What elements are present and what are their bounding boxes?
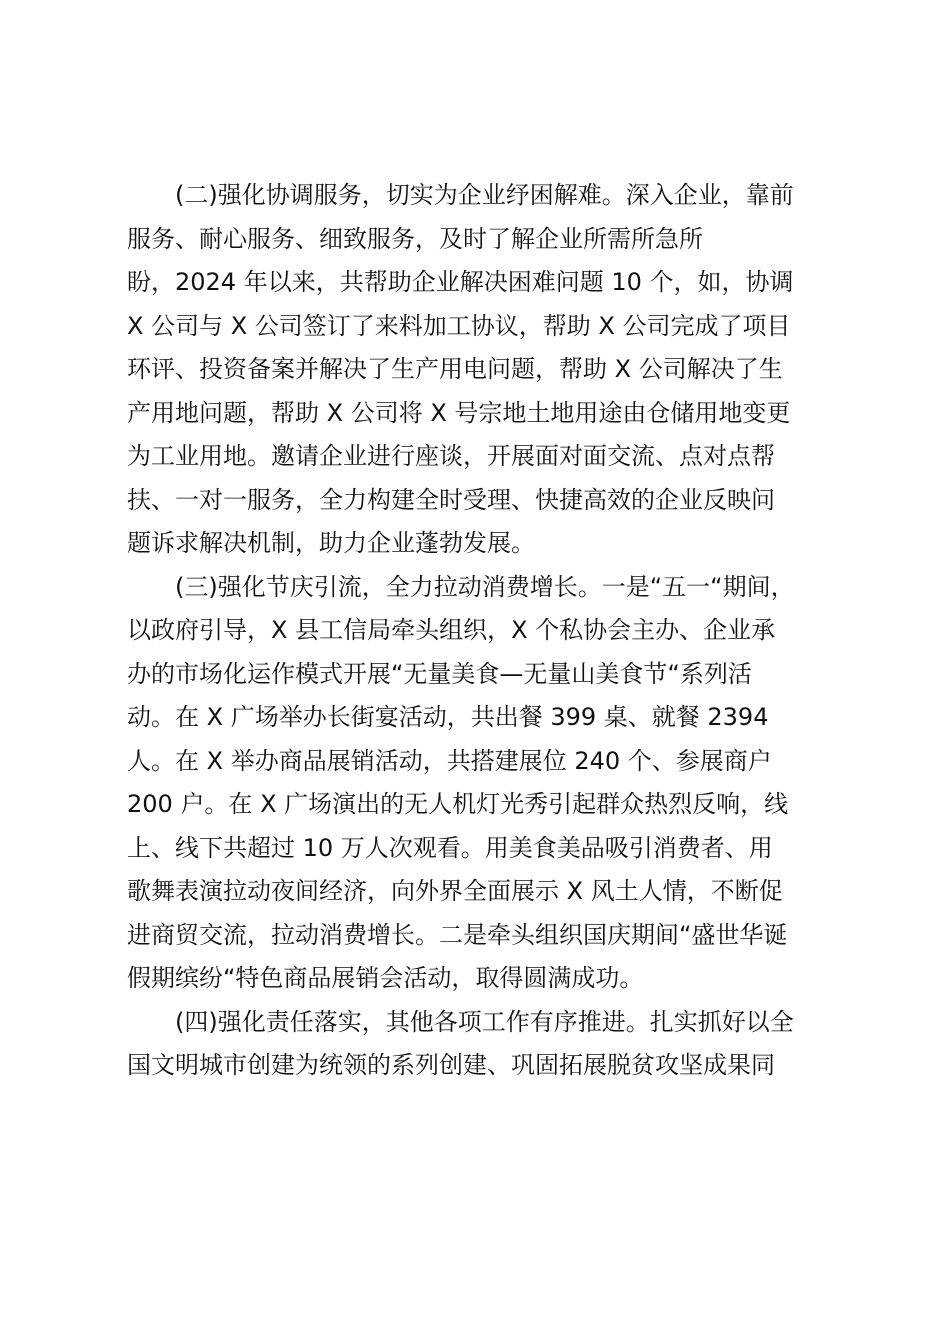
paragraph-2-line-6: 产用地问题，帮助 X 公司将 X 号宗地土地用途由仓储用地变更 — [127, 398, 791, 427]
paragraph-2-line-4: X 公司与 X 公司签订了来料加工协议，帮助 X 公司完成了项目 — [127, 311, 791, 340]
paragraph-3-line-8: 歌舞表演拉动夜间经济，向外界全面展示 X 风土人情，不断促 — [127, 877, 783, 905]
body-text — [127, 174, 837, 1088]
paragraph-3-line-9: 进商贸交流，拉动消费增长。二是牵头组织国庆期间“盛世华诞 — [127, 920, 788, 949]
paragraph-2-line-8: 扶、一对一服务，全力构建全时受理、快捷高效的企业反映问 — [127, 485, 775, 514]
paragraph-2-line-5: 环评、投资备案并解决了生产用电问题，帮助 X 公司解决了生 — [127, 355, 783, 383]
paragraph-3-line-10: 假期缤纷“特色商品展销会活动，取得圆满成功。 — [127, 964, 644, 992]
paragraph-2-line-9: 题诉求解决机制，助力企业蓬勃发展。 — [127, 529, 535, 557]
paragraph-3-line-1: (三)强化节庆引流，全力拉动消费增长。一是“五一“期间， — [175, 572, 795, 601]
paragraph-2-line-3: 盼，2024 年以来，共帮助企业解决困难问题 10 个，如，协调 — [127, 268, 794, 296]
paragraph-3-line-7: 上、线下共超过 10 万人次观看。用美食美品吸引消费者、用 — [127, 833, 773, 862]
paragraph-2-line-2: 服务、耐心服务、细致服务，及时了解企业所需所急所 — [127, 224, 703, 253]
paragraph-4-line-2: 国文明城市创建为统领的系列创建、巩固拓展脱贫攻坚成果同 — [127, 1051, 775, 1079]
paragraph-3-line-5: 人。在 X 举办商品展销活动，共搭建展位 240 个、参展商户 — [127, 746, 772, 775]
paragraph-3-line-3: 办的市场化运作模式开展“无量美食—无量山美食节“系列活 — [127, 659, 752, 688]
paragraph-3-line-2: 以政府引导，X 县工信局牵头组织，X 个私协会主办、企业承 — [127, 616, 776, 644]
paragraph-2-line-1: (二)强化协调服务，切实为企业纾困解难。深入企业，靠前 — [175, 181, 794, 209]
paragraph-3-line-6: 200 户。在 X 广场演出的无人机灯光秀引起群众热烈反响，线 — [127, 790, 789, 818]
paragraph-2-line-7: 为工业用地。邀请企业进行座谈，开展面对面交流、点对点帮 — [127, 442, 775, 470]
paragraph-3-line-4: 动。在 X 广场举办长街宴活动，共出餐 399 桌、就餐 2394 — [127, 703, 769, 731]
paragraph-4-line-1: (四)强化责任落实，其他各项工作有序推进。扎实抓好以全 — [175, 1007, 794, 1036]
